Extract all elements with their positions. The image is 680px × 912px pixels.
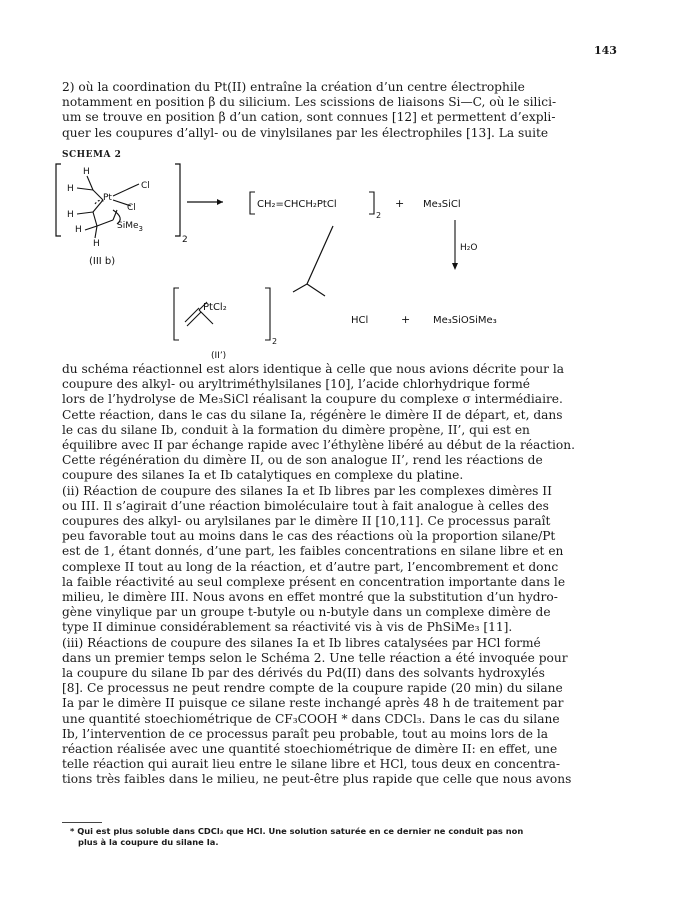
bracket-left	[56, 164, 61, 236]
reaction-arrow	[307, 226, 333, 284]
atom-h: H	[93, 239, 100, 249]
water-label: H₂O	[460, 243, 478, 253]
text-line: Ia par le dimère II puisque ce silane reste inchangé après 48 h de traitement par	[62, 696, 564, 711]
bracket-right	[175, 164, 180, 236]
atom-h: H	[67, 210, 74, 220]
dimer-formula: CH₂=CHCH₂PtCl	[257, 199, 337, 210]
arrow-head	[452, 263, 458, 270]
dimer-subscript: 2	[376, 211, 382, 220]
text-line: du schéma réactionnel est alors identique à celle que nous avions décrite pour la	[62, 362, 565, 376]
text-line: um se trouve en position β d’un cation, sont connues [12] et permettent d’expli-	[62, 110, 556, 125]
text-line: Cette régénération du dimère II, ou de son analogue II’, rend les réactions de	[62, 453, 543, 468]
propene-bracket-left	[174, 288, 179, 340]
intro-paragraph	[62, 80, 622, 141]
propene-subscript: 2	[272, 337, 278, 346]
complex-label: (III b)	[89, 256, 116, 267]
text-line: réaction réalisée avec une quantité stoechiométrique de dimère II: en effet, une	[62, 742, 558, 757]
bracket-subscript: 2	[182, 235, 188, 245]
text-line: 2) où la coordination du Pt(II) entraîne la création d’un centre électrophile	[62, 80, 525, 94]
propene-bracket-right	[265, 288, 270, 340]
footnote-rule	[62, 822, 102, 823]
text-line: est de 1, étant donnés, d’une part, les faibles concentrations en silane libre et en	[62, 544, 564, 559]
plus-sign: +	[401, 313, 411, 326]
text-line: notamment en position β du silicium. Les scissions de liaisons Si—C, où le silici-	[62, 95, 557, 110]
text-line: [8]. Ce processus ne peut rendre compte de la coupure rapide (20 min) du silane	[62, 681, 563, 696]
text-line: tions très faibles dans le milieu, ne peut-être plus rapide que celle que nous avons	[62, 772, 572, 787]
reaction-scheme	[55, 160, 575, 360]
propene-label: (II’)	[211, 351, 227, 360]
text-line: quer les coupures d’allyl- ou de vinylsilanes par les électrophiles [13]. La suite	[62, 125, 549, 140]
propene-ptcl2: PtCl₂	[203, 302, 227, 313]
arrow-head	[217, 199, 223, 205]
text-line: complexe II tout au long de la réaction, et d’autre part, l’encombrement et donc	[62, 559, 559, 574]
reaction-arrow	[307, 284, 325, 296]
text-line: (iii) Réactions de coupure des silanes Ia et Ib libres catalysées par HCl formé	[62, 635, 541, 650]
text-line: Ib, l’intervention de ce processus paraît peu probable, tout au moins lors de la	[62, 726, 549, 741]
text-line: dans un premier temps selon le Schéma 2. Une telle réaction a été invoquée pour	[62, 650, 568, 665]
dimer-bracket-right	[369, 192, 374, 214]
atom-h: H	[75, 225, 82, 235]
text-line: une quantité stoechiométrique de CF₃COOH * dans CDCl₃. Dans le cas du silane	[62, 711, 560, 726]
footnote-line: * Qui est plus soluble dans CDCl₃ que HCl. Une solution saturée en ce dernier ne conduit pas non	[70, 826, 524, 836]
reaction-arrow	[293, 284, 307, 292]
text-line: Cette réaction, dans le cas du silane Ia, régénère le dimère II de départ, et, dans	[62, 407, 563, 422]
text-line: le cas du silane Ib, conduit à la formation du dimère propène, II’, qui est en	[62, 422, 530, 437]
footnote	[70, 826, 610, 848]
footnote-line: plus à la coupure du silane Ia.	[78, 837, 219, 847]
siloxane: Me₃SiOSiMe₃	[433, 315, 497, 326]
text-line: la coupure du silane Ib par des dérivés du Pd(II) dans des solvants hydroxylés	[62, 666, 545, 681]
text-line: coupure des alkyl- ou aryltriméthylsilanes [10], l’acide chlorhydrique formé	[62, 377, 530, 392]
text-line: lors de l’hydrolyse de Me₃SiCl réalisant la coupure du complexe σ intermédiaire.	[62, 392, 563, 407]
sime3-group: SiMe$_3$	[117, 221, 143, 233]
scheme-label: SCHEMA 2	[62, 150, 122, 160]
plus-sign: +	[395, 197, 405, 210]
text-line: (ii) Réaction de coupure des silanes Ia et Ib libres par les complexes dimères II	[62, 483, 552, 498]
atom-cl: Cl	[127, 203, 136, 213]
text-line: coupure des silanes Ia et Ib catalytiques en complexe du platine.	[62, 468, 464, 483]
atom-h: H	[67, 184, 74, 194]
atom-pt: Pt	[103, 193, 112, 203]
text-line: telle réaction qui aurait lieu entre le silane libre et HCl, tous deux en concentra-	[62, 757, 560, 772]
text-line: la faible réactivité au seul complexe présent en concentration importante dans le	[62, 574, 566, 589]
hcl: HCl	[351, 315, 369, 326]
me3sicl: Me₃SiCl	[423, 199, 461, 210]
page-number: 143	[594, 44, 617, 57]
text-line: ou III. Il s’agirait d’une réaction bimoléculaire tout à fait analogue à celles des	[62, 498, 549, 513]
text-line: équilibre avec II par échange rapide avec l’éthylène libéré au début de la réaction.	[62, 438, 575, 453]
atom-h: H	[83, 167, 90, 177]
text-line: gène vinylique par un groupe t-butyle ou n-butyle dans un complexe dimère de	[62, 605, 551, 620]
atom-cl: Cl	[141, 181, 150, 191]
text-line: coupures des alkyl- ou arylsilanes par le dimère II [10,11]. Ce processus paraît	[62, 514, 551, 529]
text-line: peu favorable tout au moins dans le cas des réactions où la proportion silane/Pt	[62, 529, 556, 544]
text-line: milieu, le dimère III. Nous avons en effet montré que la substitution d’un hydro-	[62, 590, 558, 605]
dimer-bracket-left	[250, 192, 255, 214]
text-line: type II diminue considérablement sa réactivité vis à vis de PhSiMe₃ [11].	[62, 620, 513, 635]
body-paragraphs	[62, 362, 622, 788]
